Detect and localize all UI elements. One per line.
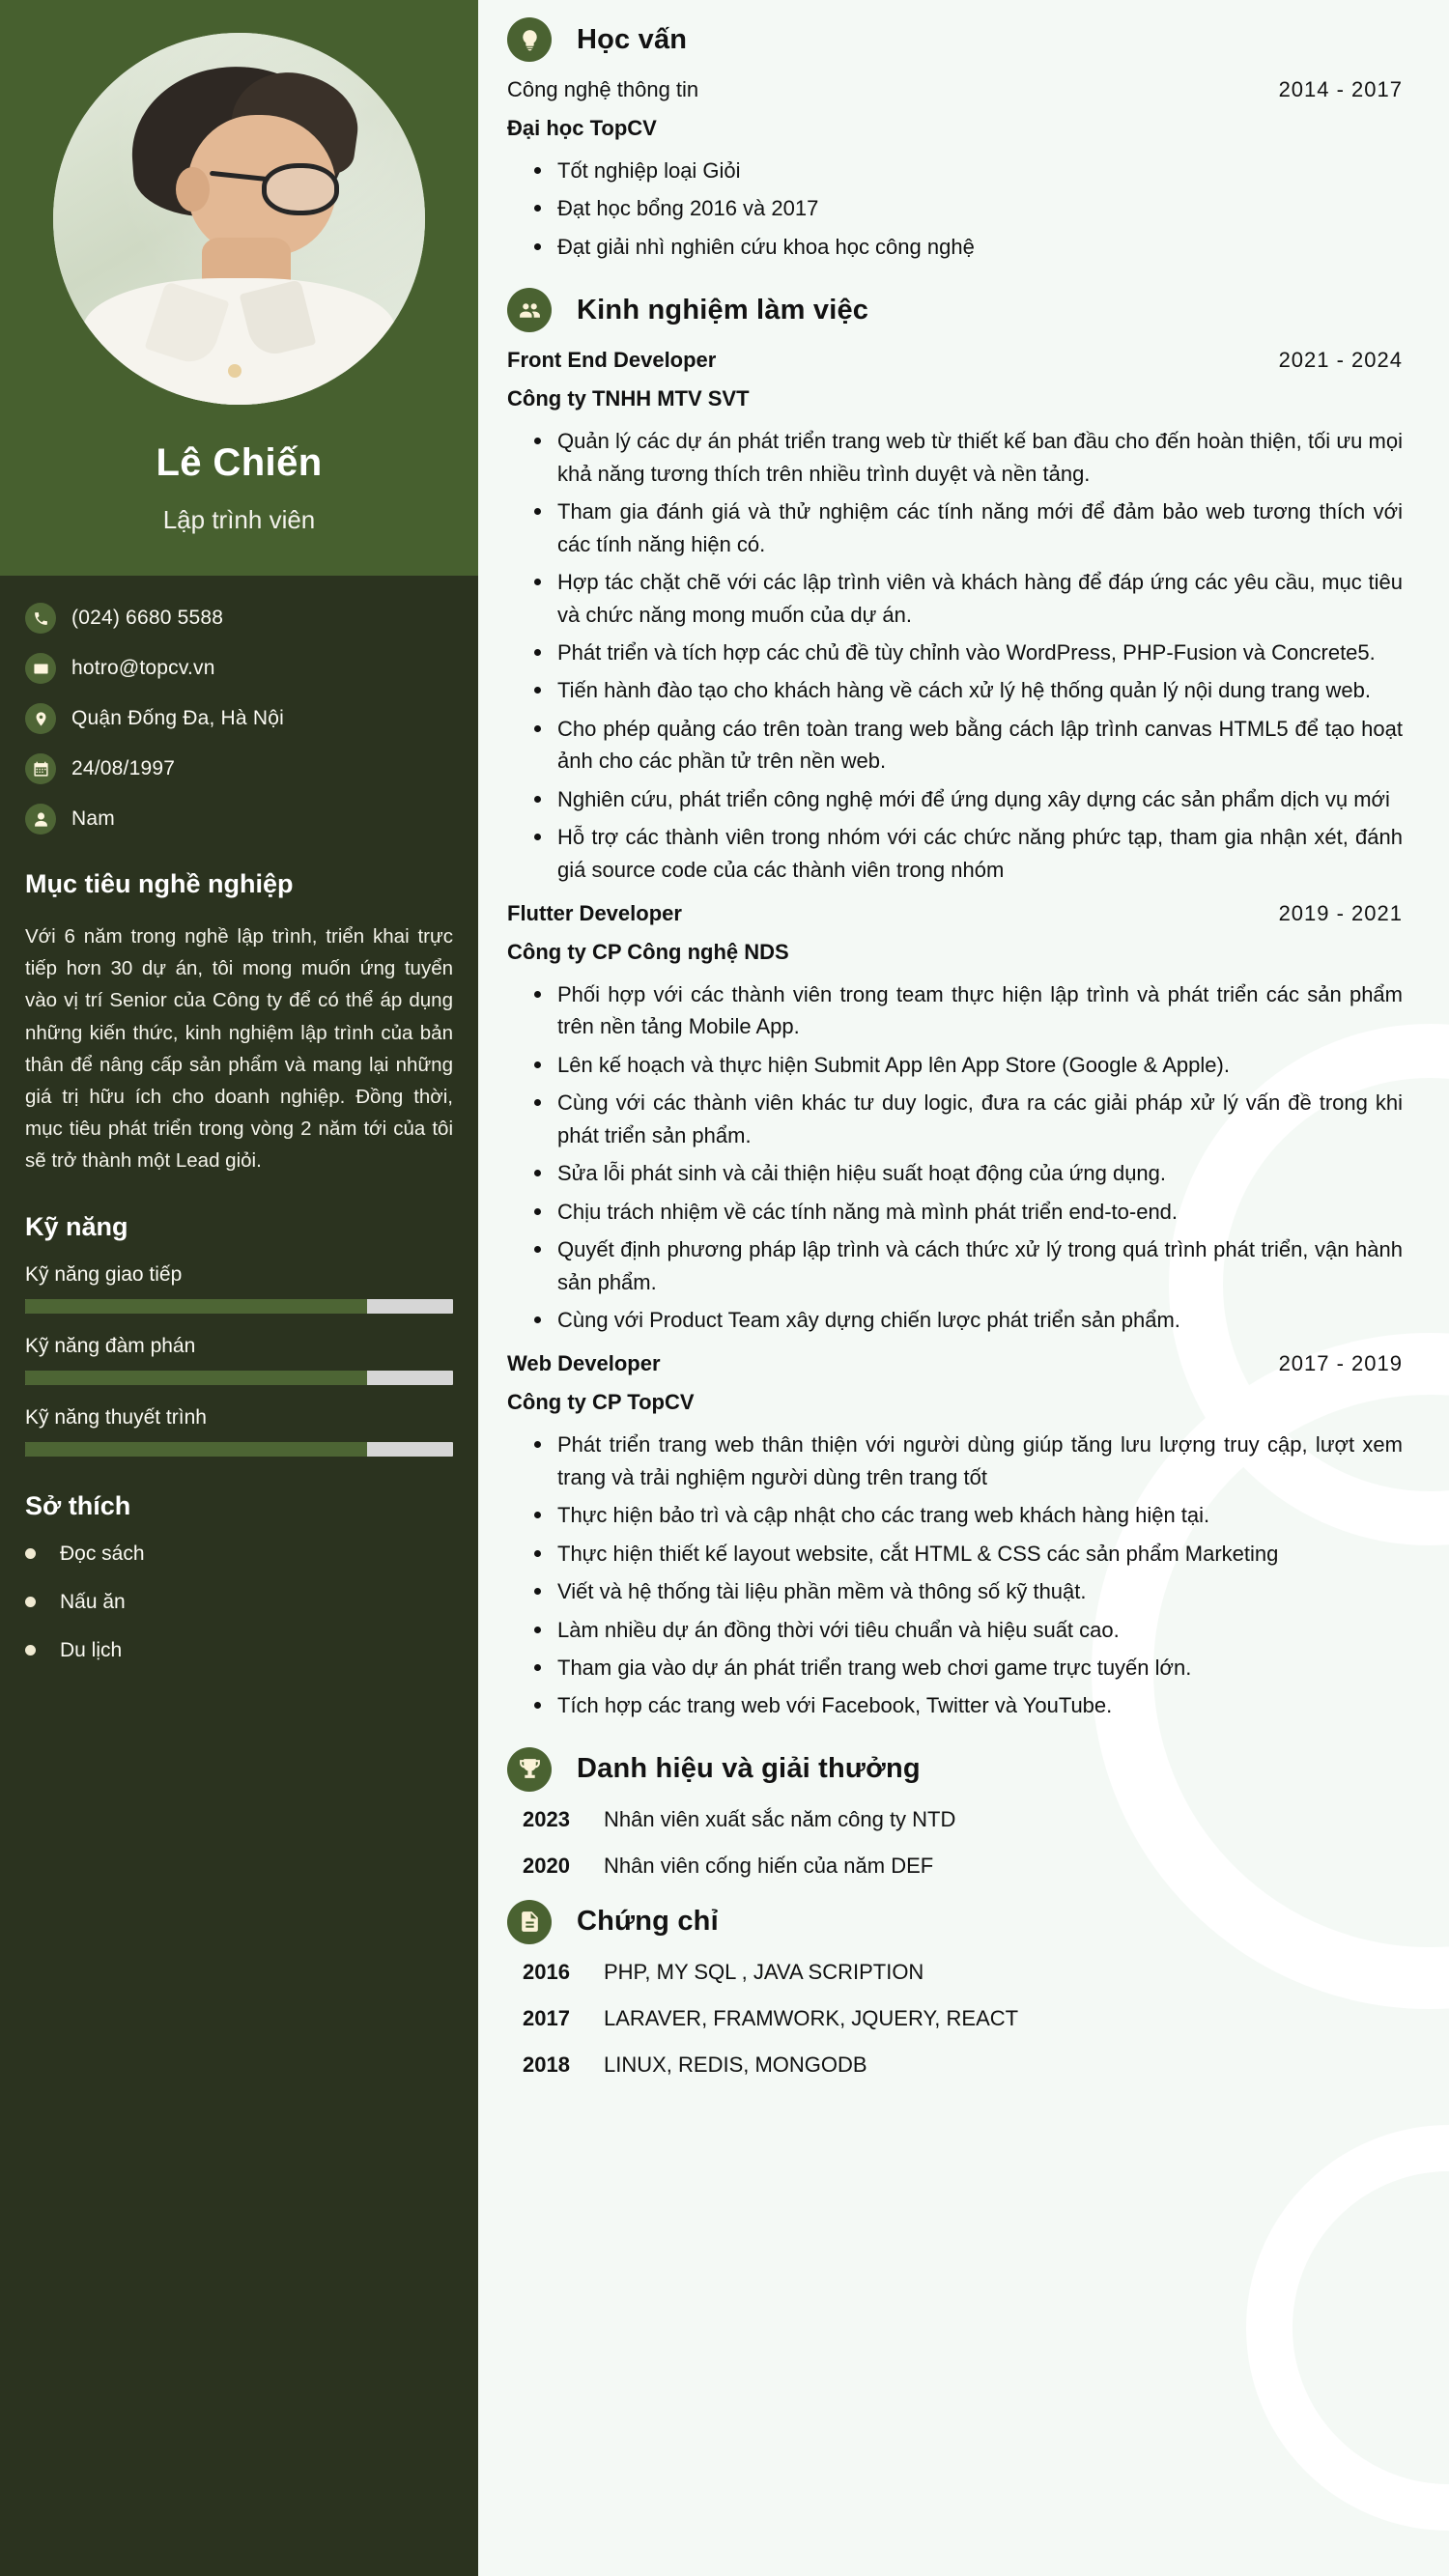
awards-heading: Danh hiệu và giải thưởng [577,1753,921,1785]
list-item: Sửa lỗi phát sinh và cải thiện hiệu suất hoạt động của ứng dụng. [532,1157,1403,1189]
experience-header [507,288,1403,332]
list-item: Quyết định phương pháp lập trình và cách thức xử lý trong quá trình phát triển, vận hành sản phẩm. [532,1233,1403,1298]
contact-value-phone: (024) 6680 5588 [71,607,224,629]
section-certificates [507,1900,1403,2078]
hobby-label: Nấu ăn [60,1590,126,1613]
job-date: 2019 - 2021 [1278,901,1403,925]
job-bullets [532,1429,1403,1722]
list-item: Lên kế hoạch và thực hiện Submit App lên App Store (Google & Apple). [532,1049,1403,1081]
education-header [507,17,1403,62]
calendar-icon [25,753,56,784]
certificate-year: 2016 [523,1959,570,1984]
experience-row [507,348,1403,373]
certificate-year: 2018 [523,2052,570,2077]
awards-header [507,1747,1403,1792]
job-date: 2021 - 2024 [1278,348,1403,373]
skill-item [25,1263,453,1314]
job-bullets [532,425,1403,886]
people-icon [507,288,552,332]
person-icon [25,804,56,835]
skill-label: Kỹ năng thuyết trình [25,1405,207,1429]
certificate-item [523,1960,1403,1985]
contact-value-email: hotro@topcv.vn [71,657,215,679]
experience-item [507,1351,1403,1722]
skill-progress-track [25,1371,453,1385]
award-year: 2020 [523,1853,570,1878]
award-year: 2023 [523,1806,570,1831]
list-item: Phối hợp với các thành viên trong team thực hiện lập trình và phát triển các sản phẩm trên nền tảng Mobile App. [532,978,1403,1043]
document-icon [507,1900,552,1944]
contact-value-location: Quận Đống Đa, Hà Nội [71,707,284,729]
bullet-dot-icon [25,1597,36,1607]
list-item [25,1639,453,1662]
list-item: Đạt giải nhì nghiên cứu khoa học công nghệ [532,231,1403,263]
portrait-ear [176,167,210,212]
list-item: Tiến hành đào tạo cho khách hàng về cách xử lý hệ thống quản lý nội dung trang web. [532,674,1403,706]
contact-value-gender: Nam [71,807,115,830]
list-item: Viết và hệ thống tài liệu phần mềm và thông số kỹ thuật. [532,1575,1403,1607]
experience-heading: Kinh nghiệm làm việc [577,294,869,326]
certificate-item [523,2052,1403,2078]
list-item: Cùng với Product Team xây dựng chiến lược phát triển sản phẩm. [532,1304,1403,1336]
contact-item-email[interactable] [25,653,453,684]
job-company: Công ty CP Công nghệ NDS [507,940,789,964]
hobbies-heading: Sở thích [25,1490,131,1520]
list-item: Thực hiện thiết kế layout website, cắt HTML & CSS các sản phẩm Marketing [532,1538,1403,1570]
job-role: Web Developer [507,1351,661,1376]
list-item: Tốt nghiệp loại Giỏi [532,155,1403,186]
job-bullets [532,978,1403,1336]
certificate-item [523,2006,1403,2031]
list-item: Đạt học bổng 2016 và 2017 [532,192,1403,224]
list-item: Tham gia đánh giá và thử nghiệm các tính năng mới để đảm bảo web tương thích với các tính năng hiện có. [532,495,1403,560]
experience-item [507,901,1403,1336]
skill-progress-fill [25,1371,367,1385]
list-item [25,1543,453,1566]
list-item: Cùng với các thành viên khác tư duy logic, đưa ra các giải pháp xử lý vấn đề trong khi phát triển sản phẩm. [532,1087,1403,1151]
list-item: Cho phép quảng cáo trên toàn trang web bằng cách lập trình canvas HTML5 để tạo hoạt ảnh cho các phần tử trên nền web. [532,713,1403,778]
education-major: Công nghệ thông tin [507,77,699,101]
list-item: Nghiên cứu, phát triển công nghệ mới để ứng dụng xây dựng các sản phẩm dịch vụ mới [532,783,1403,815]
hobbies-list [25,1543,453,1662]
experience-item [507,348,1403,886]
profile-job-title: Lập trình viên [162,505,316,534]
list-item: Chịu trách nhiệm về các tính năng mà mình phát triển end-to-end. [532,1196,1403,1228]
certificate-text: PHP, MY SQL , JAVA SCRIPTION [604,1959,924,1984]
education-heading: Học vấn [577,23,688,55]
page-title: Lê Chiến [156,441,323,484]
avatar-photo [53,33,425,405]
sidebar-header [0,0,478,576]
award-item [523,1807,1403,1832]
certificates-heading: Chứng chỉ [577,1906,719,1938]
list-item [25,1591,453,1614]
contact-value-birthday: 24/08/1997 [71,757,176,779]
list-item: Tích hợp các trang web với Facebook, Twitter và YouTube. [532,1689,1403,1721]
skill-progress-track [25,1442,453,1457]
portrait-glasses [262,163,340,215]
contact-item-phone[interactable] [25,603,453,634]
decorative-swirl [1246,2125,1449,2531]
section-awards [507,1747,1403,1879]
experience-row [507,901,1403,926]
award-text: Nhân viên cống hiến của năm DEF [604,1853,934,1878]
lightbulb-icon [507,17,552,62]
education-school: Đại học TopCV [507,116,657,140]
list-item: Phát triển trang web thân thiện với người dùng giúp tăng lưu lượng truy cập, lượt xem trang và trải nghiệm người dùng trên trang tốt [532,1429,1403,1493]
skill-progress-fill [25,1299,367,1314]
certificate-text: LINUX, REDIS, MONGODB [604,2052,867,2077]
job-role: Front End Developer [507,348,717,373]
list-item: Quản lý các dự án phát triển trang web từ thiết kế ban đầu cho đến hoàn thiện, tối ưu mọi khả năng tương thích trên nhiều trình duyệt và nền tảng. [532,425,1403,490]
education-bullets [532,155,1403,263]
sidebar [0,0,478,2576]
list-item: Làm nhiều dự án đồng thời với tiêu chuẩn và hiệu suất cao. [532,1614,1403,1646]
list-item: Tham gia vào dự án phát triển trang web chơi game trực tuyến lớn. [532,1652,1403,1684]
list-item: Hỗ trợ các thành viên trong nhóm với các chức năng phức tạp, tham gia nhận xét, đánh giá source code của các thành viên trong nhóm [532,821,1403,886]
location-icon [25,703,56,734]
list-item: Hợp tác chặt chẽ với các lập trình viên và khách hàng để đáp ứng các yêu cầu, mục tiêu và chức năng mong muốn của dự án. [532,566,1403,631]
experience-row [507,1351,1403,1376]
skills-heading: Kỹ năng [25,1211,128,1241]
list-item: Phát triển và tích hợp các chủ đề tùy chỉnh vào WordPress, PHP-Fusion và Concrete5. [532,637,1403,668]
email-icon [25,653,56,684]
job-company: Công ty TNHH MTV SVT [507,386,750,411]
main-content [478,0,1449,2576]
bullet-dot-icon [25,1548,36,1559]
trophy-icon [507,1747,552,1792]
skill-progress-track [25,1299,453,1314]
bullet-dot-icon [25,1645,36,1656]
section-education [507,17,1403,263]
portrait-shirt-button [228,364,242,378]
job-company: Công ty CP TopCV [507,1390,695,1415]
job-role: Flutter Developer [507,901,682,925]
skill-progress-fill [25,1442,367,1457]
certificate-year: 2017 [523,2005,570,2030]
education-row [507,77,1403,102]
phone-icon [25,603,56,634]
section-experience [507,288,1403,1722]
avatar [53,33,425,405]
hobby-label: Du lịch [60,1638,123,1661]
skill-label: Kỹ năng đàm phán [25,1334,196,1357]
list-item: Thực hiện bảo trì và cập nhật cho các trang web khách hàng hiện tại. [532,1499,1403,1531]
job-date: 2017 - 2019 [1278,1351,1403,1376]
hobby-label: Đọc sách [60,1542,145,1565]
skill-item [25,1406,453,1457]
skill-label: Kỹ năng giao tiếp [25,1262,183,1286]
skill-item [25,1335,453,1385]
objective-heading: Mục tiêu nghề nghiệp [25,869,294,898]
certificate-text: LARAVER, FRAMWORK, JQUERY, REACT [604,2005,1019,2030]
contact-item-birthday[interactable] [25,753,453,784]
award-item [523,1854,1403,1879]
education-date: 2014 - 2017 [1278,77,1403,101]
certificates-header [507,1900,1403,1944]
contact-item-location[interactable] [25,703,453,734]
contact-list [25,576,453,835]
objective-text: Với 6 năm trong nghề lập trình, triển khai trực tiếp hơn 30 dự án, tôi mong muốn ứng tuyển vào vị trí Senior của Công ty để có thể áp dụng những kiến thức, kinh nghiệm lập trình của bản thân để nâng cấp sản phẩm và mang lại những giá trị hữu ích cho doanh nghiệp. Đồng thời, mục tiêu phát triển trong vòng 2 năm tới của tôi sẽ trở thành một Lead giỏi. [25,925,453,1173]
contact-item-gender[interactable] [25,804,453,835]
award-text: Nhân viên xuất sắc năm công ty NTD [604,1806,956,1831]
